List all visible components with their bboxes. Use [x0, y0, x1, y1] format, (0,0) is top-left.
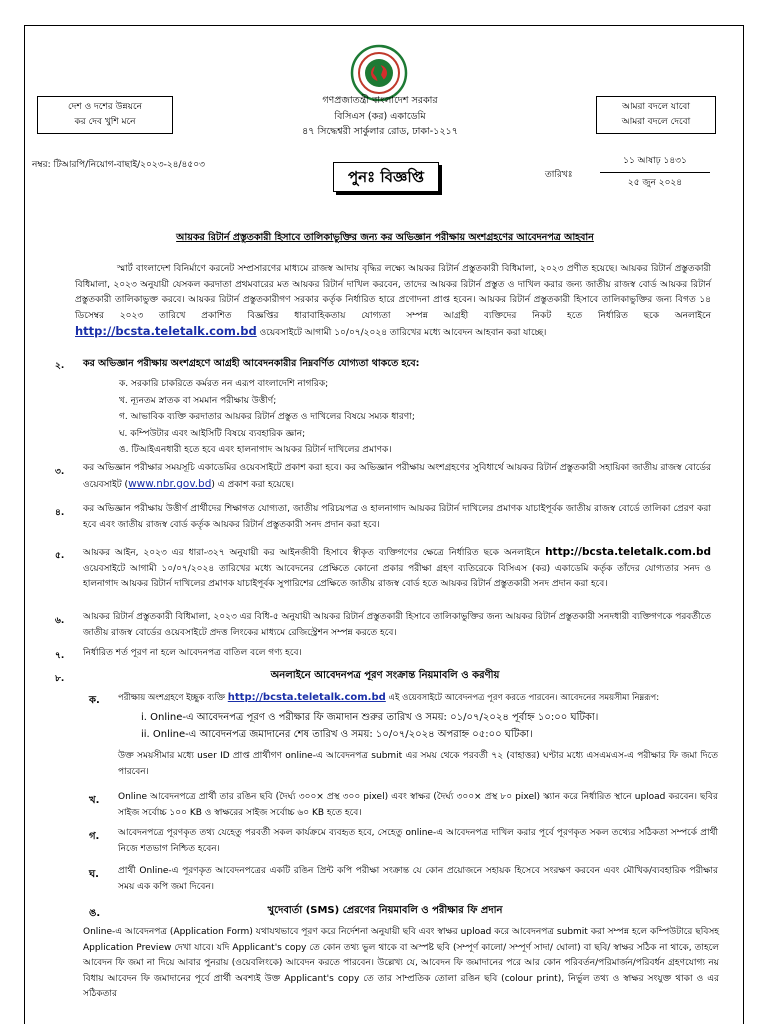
section-number: ৩. — [55, 467, 65, 477]
section-tail: ) এ প্রকাশ করা হয়েছে। — [211, 479, 294, 490]
section-number: ৭. — [55, 651, 65, 661]
sub-label: ক. — [89, 695, 100, 706]
section-heading: কর অভিজ্ঞান পরীক্ষায় অংশগ্রহণে আগ্রহী আবেদনকারীর নিম্নবর্ণিত যোগ্যতা থাকতে হবে: — [83, 358, 420, 369]
section-8-heading: অনলাইনে আবেদনপত্র পূরণ সংক্রান্ত নিয়মাবলি ও করণীয় — [270, 670, 500, 681]
memo-number: নম্বর: টিআরপি/নিয়োগ-বাছাই/২০২৩-২৪/৪৫০৩ — [32, 160, 205, 170]
sub-label: গ. — [89, 831, 100, 842]
print-copy-text: প্রার্থী Online-এ পূরণকৃত আবেদনপত্রের একটি রঙিন প্রিন্ট কপি পরীক্ষা সংক্রান্ত যে কোন প্রয়োজনে সহায়ক হিসেবে সংরক্ষণ করবেন এবং মৌখিক/ব্যবহারিক পরীক্ষার সময় এক কপি জমা দিবেন। — [118, 866, 718, 892]
date-english: ২৫ জুন ২০২৪ — [627, 178, 683, 188]
photo-signature-text: Online আবেদনপত্রে প্রার্থী তার রঙিন ছবি (দৈর্ঘ্য ৩০০× প্রস্থ ৩০০ pixel) এবং স্বাক্ষর (দৈর্ঘ্য ৩০০× প্রস্থ ৮০ pixel) স্ক্যান করে নির্ধারিত স্থানে upload করবেন। ছবির সাইজ সর্বোচ্চ ১০০ KB ও স্বাক্ষরের সাইজ সর্বোচ্চ ৬০ KB হতে হবে। — [118, 792, 718, 818]
list-item: ঘ. কম্পিউটার এবং আইসিটি বিষয়ে ব্যবহারিক জ্ঞান; — [119, 428, 306, 439]
slogan-left-box — [37, 96, 173, 134]
section-number: ৮. — [55, 674, 65, 684]
sub-label: খ. — [89, 795, 100, 806]
intro-paragraph — [75, 262, 711, 342]
sub-label: ঙ. — [89, 908, 101, 919]
section-7-text: নির্ধারিত শর্ত পূরণ না হলে আবেদনপত্র বাতিল বলে গণ্য হবে। — [83, 648, 302, 658]
bcsta-url-text: http://bcsta.teletalk.com.bd — [545, 546, 711, 558]
bcsta-link[interactable]: http://bcsta.teletalk.com.bd — [75, 324, 257, 339]
slogan-left-line: কর দেব খুশি মনে — [74, 117, 136, 127]
eligibility-list — [119, 376, 679, 459]
date-bangla: ১১ আষাঢ় ১৪৩১ — [600, 151, 710, 173]
organization-address — [255, 93, 505, 140]
intro-tail: ওয়েবসাইটে আগামী ১০/০৭/২০২৪ তারিখের মধ্যে আবেদন আহবান করা যাচ্ছে। — [259, 328, 547, 339]
sub-label: ঘ. — [89, 869, 99, 880]
sub-tail: এই ওয়েবসাইটে আবেদনপত্র পূরণ করতে পারবেন। আবেদনের সময়সীমা নিম্নরূপ: — [388, 693, 660, 703]
sms-fee-text: Online-এ আবেদনপত্র (Application Form) যথাযথভাবে পূরণ করে নির্দেশনা অনুযায়ী ছবি এবং স্বাক্ষর upload করে আবেদনপত্র submit করা সম্পন্ন হলে কম্পিউটারে ছবিসহ Application Preview দেখা যাবে। যদি Applicant's copy তে কোন তথ্য ভুল থাকে বা অস্পষ্ট ছবি (সম্পূর্ণ কালো/ সম্পূর্ণ সাদা/ ঘোলা) বা ছবি/ স্বাক্ষর সঠিক না থাকে, তাহলে আবেদন ফি জমা না দিয়ে আবার পুনরায় (ওয়েবলিংকে) আবেদন করতে পারবেন। উল্লেখ্য যে, আবেদন ফি জমাদানের পরে আর কোন পরিবর্তন/পরিমার্জন/পরিবর্ধন গ্রহণযোগ্য নয় বিধায় আবেদন ফি জমাদানের পূর্বে প্রার্থী অবশ্যই উক্ত Applicant's copy তে তার সাম্প্রতিক তোলা রঙিন ছবি (colour print), নির্ভুল তথ্য ও স্বাক্ষর সংযুক্ত থাকা ও এর সঠিকতার — [83, 927, 719, 1000]
intro-text: স্মার্ট বাংলাদেশ বিনির্মাণে করনেট সম্প্রসারণের মাধ্যমে রাজস্ব আদায় বৃদ্ধির লক্ষ্যে আয়কর রিটার্ন প্রস্তুতকারী বিধিমালা, ২০২৩ প্রণীত হয়েছে। আয়কর রিটার্ন প্রস্তুতকারী বিধিমালা, ২০২৩ অনুযায়ী যেসকল করদাতা প্রথমবারের মত আয়কর রিটার্ন দাখিল করবেন, তাদের আয়কর রিটার্ন প্রস্তুত ও দাখিল করার জন্য জাতীয় রাজস্ব বোর্ড আয়কর রিটার্ন প্রস্তুতকারী তালিকাভুক্ত করবে। আয়কর রিটার্ন প্রস্তুতকারীগণ সরকার কর্তৃক নির্ধারিত হারে প্রণোদনা প্রাপ্ত হবেন। আয়কর রিটার্ন প্রস্তুতকারী হিসাবে তালিকাভুক্তির জন্য বিগত ১৪ ডিসেম্বর ২০২৩ তারিখে প্রকাশিত বিজ্ঞপ্তির ধারাবাহিকতায় যোগ্যতা সম্পন্ন আগ্রহী ব্যক্তিদের নিকট হতে নির্ধারিত ছকে অনলাইনে — [75, 264, 711, 321]
org-line: বিসিএস (কর) একাডেমি — [334, 110, 426, 122]
slogan-left-line: দেশ ও দশের উন্নয়নে — [68, 102, 142, 112]
start-date-line: i. Online-এ আবেদনপত্র পূরণ ও পরীক্ষার ফি জমাদান শুরুর তারিখ ও সময়: ০১/০৭/২০২৪ পূর্বাহ্ন ১০:০০ ঘটিকা। — [141, 712, 599, 723]
section-number: ৫. — [55, 551, 65, 561]
sub-ka-text — [118, 690, 718, 707]
section-3-text — [83, 461, 711, 493]
org-line: গণপ্রজাতন্ত্রী বাংলাদেশ সরকার — [322, 95, 438, 106]
slogan-right-line: আমরা বদলে দেবো — [621, 117, 691, 127]
list-item: গ. আভাবিক ব্যক্তি করদাতার আয়কর রিটার্ন প্রস্তুত ও দাখিলের বিষয়ে সম্যক ধারণা; — [119, 412, 415, 422]
slogan-right-box — [596, 96, 716, 134]
section-text: আয়কর আইন, ২০২৩ এর ধারা-৩২৭ অনুযায়ী কর আইনজীবী হিসাবে স্বীকৃত ব্যক্তিগণের ক্ষেত্রে নির্ধারিত ছকে অনলাইনে — [83, 548, 541, 558]
section-number: ৪. — [55, 508, 65, 518]
sub-text: পরীক্ষায় অংশগ্রহণে ইচ্ছুক ব্যক্তি — [118, 693, 226, 703]
section-tail: ওয়েবসাইটে আগামী ১০/০৭/২০২৪ তারিখের মধ্যে আবেদনের প্রেক্ষিতে কোনো প্রকার পরীক্ষা গ্রহণ ব্যতিরেকে বিসিএস (কর) একাডেমি কর্তৃক তাঁদের যোগ্যতার সনদ ও হালনাগাদ আয়কর রিটার্ন দাখিলের প্রমাণক যাচাইপূর্বক সুপারিশের প্রেক্ষিতে জাতীয় রাজস্ব বোর্ড হতে আয়কর রিটার্ন প্রস্তুতকারী সনদ প্রদান করা হবে। — [83, 563, 711, 590]
end-date-line: ii. Online-এ আবেদনপত্র জমাদানের শেষ তারিখ ও সময়: ১০/০৭/২০২৪ অপরাহ্ন ০৫:০০ ঘটিকা। — [141, 729, 533, 740]
slogan-right-line: আমরা বদলে যাবো — [622, 102, 690, 112]
nbr-link[interactable]: www.nbr.gov.bd — [128, 477, 212, 490]
list-item: ঙ. টিআইএনধারী হতে হবে এবং হালনাগাদ আয়কর রিটার্ন দাখিলের প্রমাণক। — [119, 445, 392, 455]
section-4-text: কর অভিজ্ঞান পরীক্ষায় উত্তীর্ণ প্রার্থীদের শিক্ষাগত যোগ্যতা, জাতীয় পরিচয়পত্র ও হালনাগাদ আয়কর রিটার্ন দাখিলের প্রমাণক যাচাইপূর্বক জাতীয় রাজস্ব বোর্ডে তালিকা প্রেরণ করা হবে এবং জাতীয় রাজস্ব বোর্ড কর্তৃক আয়কর রিটার্ন প্রস্তুতকারী সনদ প্রদান করা হবে। — [83, 504, 711, 530]
org-line: ৪৭ সিদ্ধেশ্বরী সার্কুলার রোড, ঢাকা-১২১৭ — [302, 126, 458, 137]
section-number: ৬. — [55, 616, 65, 626]
notice-title: পুনঃ বিজ্ঞপ্তি — [333, 162, 439, 192]
data-accuracy-text: আবেদনপত্রে পূরণকৃত তথ্য যেহেতু পরবর্তী সকল কার্যক্রমে ব্যবহৃত হবে, সেহেতু online-এ আবেদনপত্র দাখিল করার পূর্বে পূরণকৃত সকল তথ্যের সঠিকতা সম্পর্কে প্রার্থী নিজে শতভাগ নিশ্চিত হবেন। — [118, 828, 718, 854]
section-5-text — [83, 545, 711, 593]
bcsta-apply-link[interactable]: http://bcsta.teletalk.com.bd — [227, 692, 386, 703]
sms-heading: খুদেবার্তা (SMS) প্রেরণের নিয়মাবলি ও পরীক্ষার ফি প্রদান — [267, 905, 503, 916]
section-number: ২. — [55, 361, 65, 371]
fee-note: উক্ত সময়সীমার মধ্যে user ID প্রাপ্ত প্রার্থীগণ online-এ আবেদনপত্র submit এর সময় থেকে পরবর্তী ৭২ (বাহাত্তর) ঘণ্টার মধ্যে এসএমএস-এ পরীক্ষার ফি জমা দিতে পারবেন। — [118, 751, 718, 777]
date-block — [600, 151, 710, 194]
list-item: ক. সরকারি চাকরিতে কর্মরত নন এরূপ বাংলাদেশি নাগরিক; — [119, 379, 329, 389]
section-text: কর অভিজ্ঞান পরীক্ষার সময়সূচি একাডেমির ওয়েবসাইটে প্রকাশ করা হবে। কর অভিজ্ঞান পরীক্ষায় অংশগ্রহণের সুবিধার্থে আয়কর রিটার্ন প্রস্তুতকারী সহায়িকা জাতীয় রাজস্ব বোর্ডের ওয়েবসাইট ( — [83, 463, 711, 490]
list-item: খ. ন্যূনতম স্নাতক বা সমমান পরীক্ষায় উত্তীর্ণ; — [119, 395, 277, 406]
notice-page — [24, 25, 744, 1024]
date-label: তারিখঃ — [545, 170, 573, 180]
subject-line: আয়কর রিটার্ন প্রস্তুতকারী হিসাবে তালিকাভুক্তির জন্য কর অভিজ্ঞান পরীক্ষায় অংশগ্রহণের আবেদনপত্র আহবান — [176, 232, 594, 243]
section-6-text: আয়কর রিটার্ন প্রস্তুতকারী বিধিমালা, ২০২৩ এর বিধি-৫ অনুযায়ী আয়কর রিটার্ন প্রস্তুতকারী হিসাবে তালিকাভুক্তির জন্য আয়কর রিটার্ন প্রস্তুতকারী সনদধারী ব্যক্তিগণকে পরবর্তীতে জাতীয় রাজস্ব বোর্ডের ওয়েবসাইটে প্রদত্ত লিংকের মাধ্যমে রেজিস্ট্রেশন সম্পন্ন করতে হবে। — [83, 612, 711, 638]
